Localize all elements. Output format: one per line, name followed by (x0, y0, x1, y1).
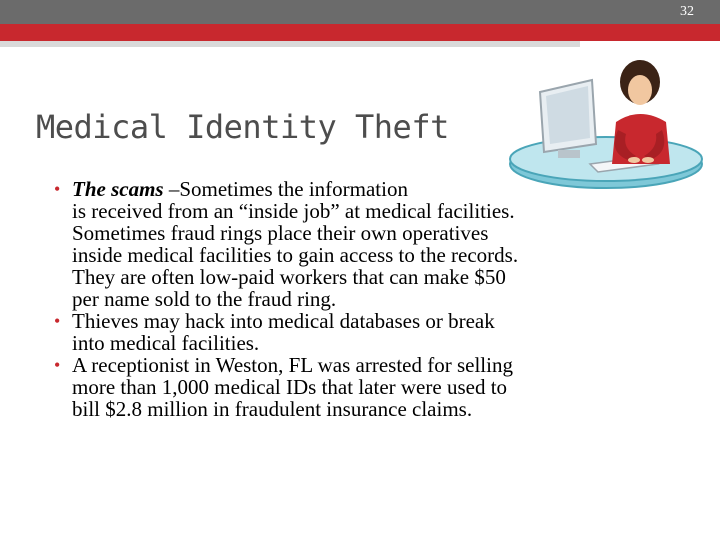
header-accent-bar (0, 24, 720, 41)
receptionist-at-computer-icon (500, 52, 720, 198)
bullet-line: more than 1,000 medical IDs that later were used to (72, 375, 508, 399)
bullet-text: –Sometimes the information (163, 177, 408, 201)
bullet-line: into medical facilities. (72, 331, 260, 355)
bullet-line: is received from an “inside job” at medical facilities. (72, 199, 515, 223)
bullet-emphasis: The scams (72, 177, 164, 201)
bullet-icon: • (54, 311, 61, 331)
bullet-line: inside medical facilities to gain access to the records. (72, 243, 519, 267)
bullet-line: Thieves may hack into medical databases or break (72, 309, 495, 333)
bullet-icon: • (54, 179, 61, 199)
bullet-icon: • (54, 355, 61, 375)
bullet-list (56, 178, 696, 420)
bullet-line: Sometimes fraud rings place their own operatives (72, 221, 489, 245)
header-bar (0, 0, 720, 24)
bullet-line (72, 178, 696, 200)
bullet-item (56, 354, 696, 420)
bullet-line: They are often low-paid workers that can make $50 (72, 265, 506, 289)
bullet-item (56, 178, 696, 310)
bullet-line: bill $2.8 million in fraudulent insurance claims. (72, 397, 473, 421)
slide-number: 32 (680, 4, 694, 19)
slide-title: Medical Identity Theft (36, 108, 449, 146)
bullet-line: per name sold to the fraud ring. (72, 287, 337, 311)
header-underline-bar (0, 41, 580, 47)
bullet-item (56, 310, 696, 354)
bullet-line: A receptionist in Weston, FL was arrested for selling (72, 353, 513, 377)
